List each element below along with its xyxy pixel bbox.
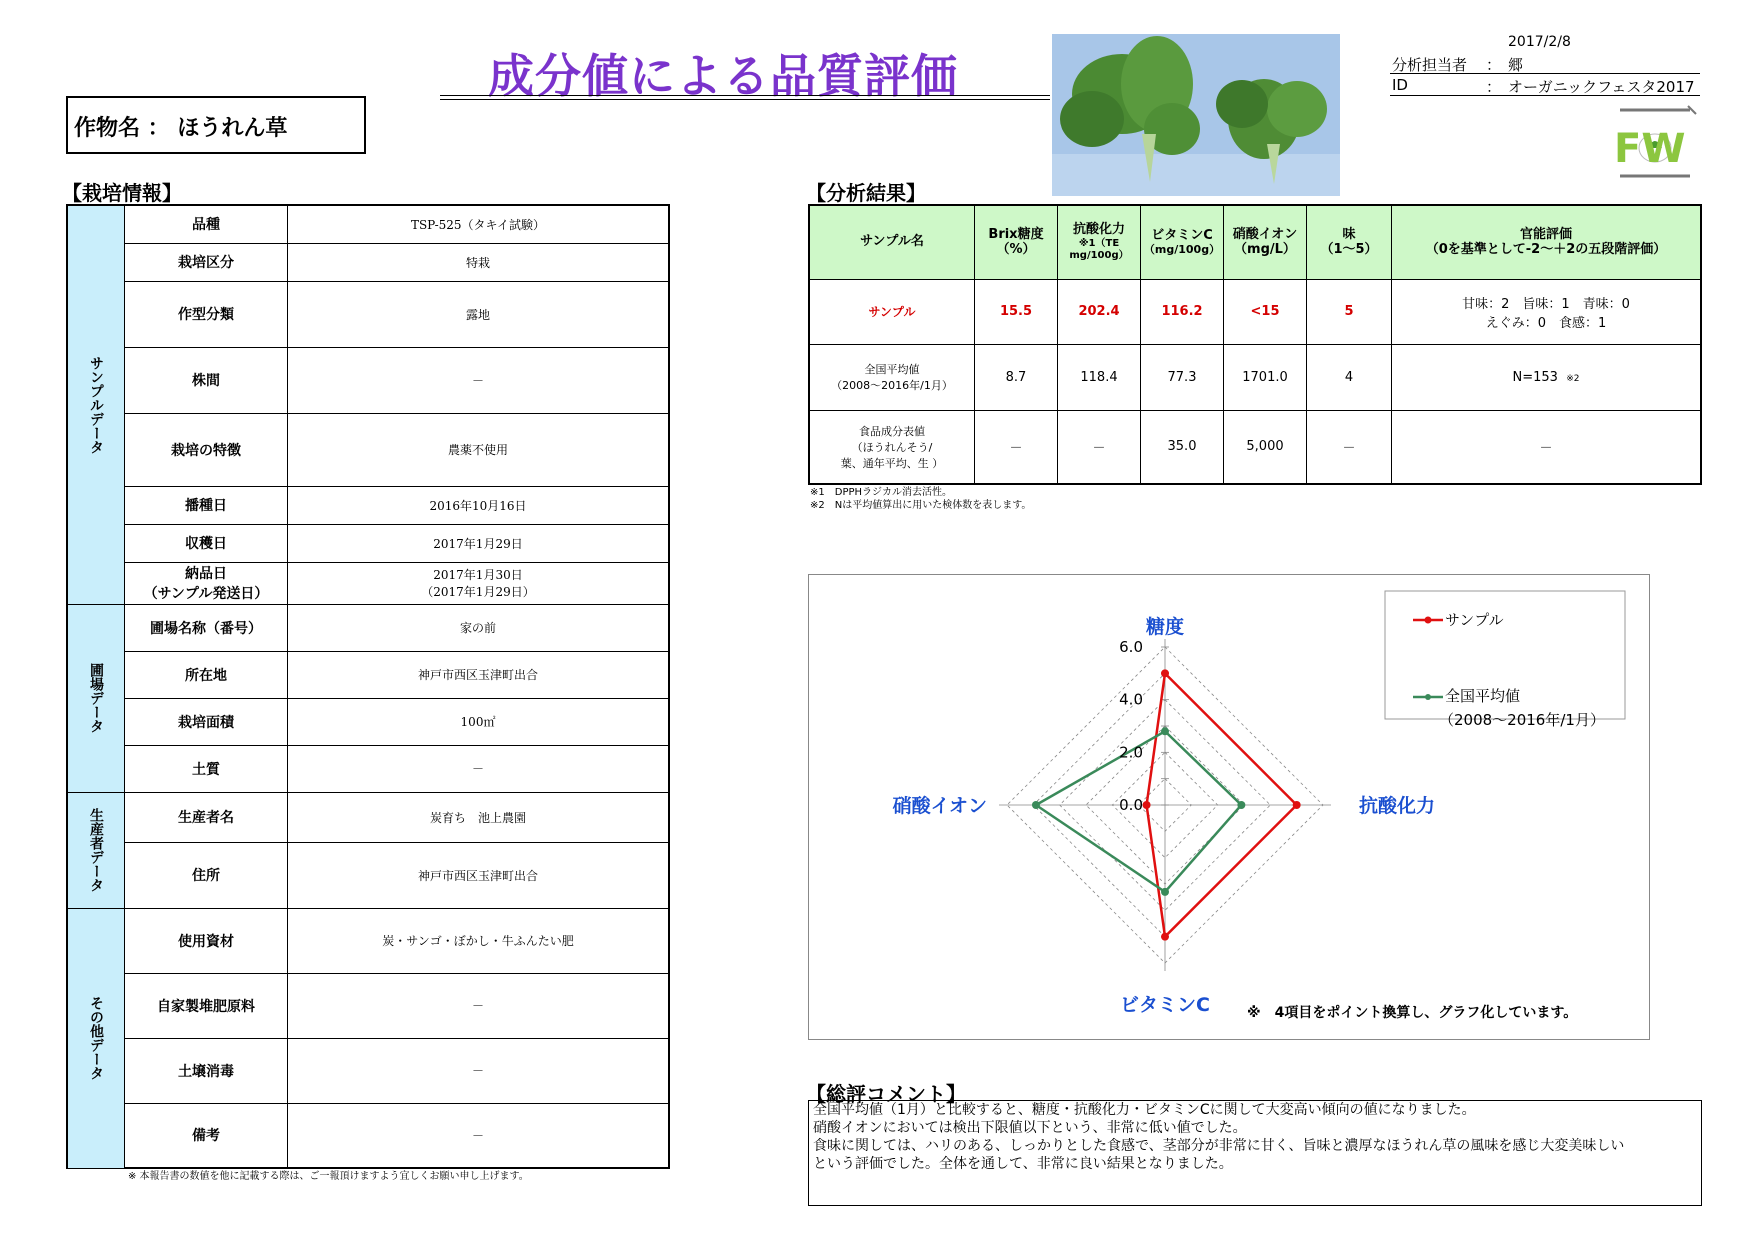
table-row — [67, 1103, 669, 1168]
axis-label: 硝酸イオン — [892, 795, 987, 817]
analyst-sep: ： — [1486, 56, 1502, 74]
header-antioxidant: 抗酸化力 ※1（TE mg/100g） — [1058, 205, 1141, 279]
cell-sample-brix: 15.5 — [975, 279, 1058, 344]
row-label: 作型分類 — [125, 281, 288, 347]
row-value: 農薬不使用 — [288, 413, 670, 486]
series-point — [1161, 727, 1169, 735]
cultivation-note: ※ 本報告書の数値を他に記載する際は、ご一報頂けますよう宜しくお願い申し上げます。 — [128, 1171, 529, 1182]
row-label: 栽培区分 — [125, 243, 288, 281]
cultivation-table — [66, 204, 670, 1169]
cell-sample-antioxidant: 202.4 — [1058, 279, 1141, 344]
table-row — [67, 243, 669, 281]
cell-national-sensory: N=153 ※2 — [1392, 344, 1702, 410]
group-field-data: 圃場データ — [67, 604, 125, 792]
header-vitamin-c: ビタミンC （mg/100g） — [1141, 205, 1224, 279]
row-label: 備考 — [125, 1103, 288, 1168]
analyst-name: 郷 — [1508, 56, 1524, 74]
comment-box — [808, 1100, 1702, 1206]
header-taste: 味 （1～5） — [1307, 205, 1392, 279]
title-underline-2 — [440, 99, 1050, 100]
id-sep: ： — [1486, 78, 1502, 96]
row-label: 収穫日 — [125, 524, 288, 562]
axis-label: 糖度 — [1145, 616, 1185, 638]
row-label: 播種日 — [125, 486, 288, 524]
analyst-label: 分析担当者 — [1392, 56, 1468, 74]
row-value: 2016年10月16日 — [288, 486, 670, 524]
series-point — [1161, 669, 1169, 677]
header-sensory: 官能評価 （0を基準として-2～＋2の五段階評価） — [1392, 205, 1702, 279]
row-label: 株間 — [125, 347, 288, 413]
cell-national-taste: 4 — [1307, 344, 1392, 410]
row-value: － — [288, 1103, 670, 1168]
legend-sample-marker — [1425, 617, 1432, 624]
row-label: 納品日 （サンプル発送日） — [125, 562, 288, 604]
row-value: － — [288, 973, 670, 1038]
table-row — [67, 347, 669, 413]
table-row — [67, 792, 669, 842]
header-brix: Brix糖度 （%） — [975, 205, 1058, 279]
row-label: 土質 — [125, 745, 288, 792]
cell-food-brix: － — [975, 410, 1058, 484]
row-value: 炭・サンゴ・ぼかし・牛ふんたい肥 — [288, 908, 670, 973]
legend-national-sub: （2008～2016年/1月） — [1439, 711, 1605, 729]
comment-line-3: 食味に関しては、ハリのある、しっかりとした食感で、茎部分が非常に甘く、旨味と濃厚なほうれん草の風味を感じ大変美味しい — [813, 1138, 1625, 1154]
id-value: オーガニックフェスタ2017 — [1508, 78, 1695, 96]
table-row-sample — [809, 279, 1701, 344]
row-label: 生産者名 — [125, 792, 288, 842]
group-sample-data: サンプルデータ — [67, 205, 125, 604]
cultivation-section-title: 【栽培情報】 — [62, 181, 182, 205]
table-row — [67, 562, 669, 604]
series-point — [1293, 801, 1301, 809]
comment-line-4: という評価でした。全体を通して、非常に良い結果となりました。 — [813, 1156, 1233, 1172]
table-row — [67, 842, 669, 908]
header-sample: サンプル名 — [809, 205, 975, 279]
series-point — [1237, 801, 1245, 809]
comment-section-title: 【総評コメント】 — [806, 1082, 966, 1106]
spinach-photo-image — [1052, 34, 1340, 196]
row-value: 炭育ち 池上農園 — [288, 792, 670, 842]
row-label: 栽培面積 — [125, 698, 288, 745]
festival-logo — [1610, 104, 1700, 184]
title-underline — [440, 95, 1050, 96]
analysis-note-1: ※1 DPPHラジカル消去活性。 — [810, 487, 953, 498]
cell-food-antioxidant: － — [1058, 410, 1141, 484]
row-label: 土壌消毒 — [125, 1038, 288, 1103]
table-row — [67, 413, 669, 486]
row-value: TSP-525（タキイ試験） — [288, 205, 670, 243]
radar-chart-svg — [809, 575, 1649, 1039]
cell-food-vitamin-c: 35.0 — [1141, 410, 1224, 484]
legend-national-marker — [1425, 694, 1431, 700]
cell-sample-sensory: 甘味：2 旨味：1 青味：0 えぐみ：0 食感：1 — [1392, 279, 1702, 344]
analyst-row — [1390, 53, 1700, 74]
cell-national-nitrate: 1701.0 — [1224, 344, 1307, 410]
analysis-section-title: 【分析結果】 — [806, 181, 926, 205]
logo-icon — [1610, 104, 1700, 184]
group-other-data: その他データ — [67, 908, 125, 1168]
row-label: 栽培の特徴 — [125, 413, 288, 486]
row-value: － — [288, 1038, 670, 1103]
row-value: 神戸市西区玉津町出合 — [288, 651, 670, 698]
table-row — [67, 486, 669, 524]
id-label: ID — [1392, 76, 1408, 94]
table-row — [67, 281, 669, 347]
table-row — [67, 524, 669, 562]
analysis-note-2: ※2 Nは平均値算出に用いた検体数を表します。 — [810, 500, 1032, 511]
cell-sample-vitamin-c: 116.2 — [1141, 279, 1224, 344]
table-row — [67, 604, 669, 651]
comment-line-1: 全国平均値（1月）と比較すると、糖度・抗酸化力・ビタミンCに関して大変高い傾向の値になりました。 — [813, 1102, 1476, 1118]
crop-name: 作物名 ： ほうれん草 — [74, 116, 288, 141]
cell-food-name: 食品成分表値 （ほうれんそう/ 葉、通年平均、生 ） — [809, 410, 975, 484]
row-label: 自家製堆肥原料 — [125, 973, 288, 1038]
cell-national-antioxidant: 118.4 — [1058, 344, 1141, 410]
table-row — [67, 908, 669, 973]
table-row-food — [809, 410, 1701, 484]
analysis-notes — [810, 486, 1031, 512]
cell-sample-name: サンプル — [809, 279, 975, 344]
id-row — [1390, 75, 1700, 96]
report-date: 2017/2/8 — [1508, 34, 1571, 50]
axis-label: ビタミンC — [1120, 994, 1210, 1016]
row-value: － — [288, 347, 670, 413]
crop-name-box — [66, 96, 366, 154]
table-row — [67, 973, 669, 1038]
group-producer-data: 生産者データ — [67, 792, 125, 908]
tick-label: 0.0 — [1119, 796, 1143, 814]
cell-food-taste: － — [1307, 410, 1392, 484]
tick-label: 6.0 — [1119, 638, 1143, 656]
series-point — [1161, 888, 1169, 896]
series-point — [1161, 933, 1169, 941]
legend-national-label: 全国平均値 — [1445, 687, 1521, 705]
table-row — [67, 1038, 669, 1103]
series-point — [1143, 801, 1151, 809]
page-title: 成分値による品質評価 — [488, 49, 958, 103]
logo-text: FW — [1614, 126, 1686, 172]
table-header-row — [809, 205, 1701, 279]
row-value: 神戸市西区玉津町出合 — [288, 842, 670, 908]
table-row — [67, 698, 669, 745]
legend-sample-label: サンプル — [1445, 611, 1504, 629]
row-label: 圃場名称（番号） — [125, 604, 288, 651]
cell-national-brix: 8.7 — [975, 344, 1058, 410]
row-label: 住所 — [125, 842, 288, 908]
chart-footnote: ※ 4項目をポイント換算し、グラフ化しています。 — [1247, 1005, 1578, 1021]
cell-national-name: 全国平均値 （2008～2016年/1月） — [809, 344, 975, 410]
cell-food-nitrate: 5,000 — [1224, 410, 1307, 484]
tick-label: 4.0 — [1119, 690, 1143, 709]
cell-sample-nitrate: <15 — [1224, 279, 1307, 344]
row-value: 100㎡ — [288, 698, 670, 745]
header-nitrate: 硝酸イオン （mg/L） — [1224, 205, 1307, 279]
table-row — [67, 651, 669, 698]
table-row — [67, 205, 669, 243]
axis-label: 抗酸化力 — [1359, 795, 1436, 817]
table-row-national — [809, 344, 1701, 410]
cell-sample-taste: 5 — [1307, 279, 1392, 344]
cell-food-sensory: － — [1392, 410, 1702, 484]
row-value: 2017年1月29日 — [288, 524, 670, 562]
row-value: 2017年1月30日 （2017年1月29日） — [288, 562, 670, 604]
comment-line-2: 硝酸イオンにおいては検出下限値以下という、非常に低い値でした。 — [813, 1120, 1247, 1136]
row-label: 使用資材 — [125, 908, 288, 973]
radar-chart — [808, 574, 1650, 1040]
series-point — [1032, 801, 1040, 809]
row-value: 家の前 — [288, 604, 670, 651]
row-label: 所在地 — [125, 651, 288, 698]
row-value: － — [288, 745, 670, 792]
table-row — [67, 745, 669, 792]
spinach-photo — [1052, 34, 1340, 196]
cell-national-vitamin-c: 77.3 — [1141, 344, 1224, 410]
tick-label: 2.0 — [1119, 743, 1143, 762]
analysis-table — [808, 204, 1702, 485]
row-value: 特栽 — [288, 243, 670, 281]
row-label: 品種 — [125, 205, 288, 243]
row-value: 露地 — [288, 281, 670, 347]
